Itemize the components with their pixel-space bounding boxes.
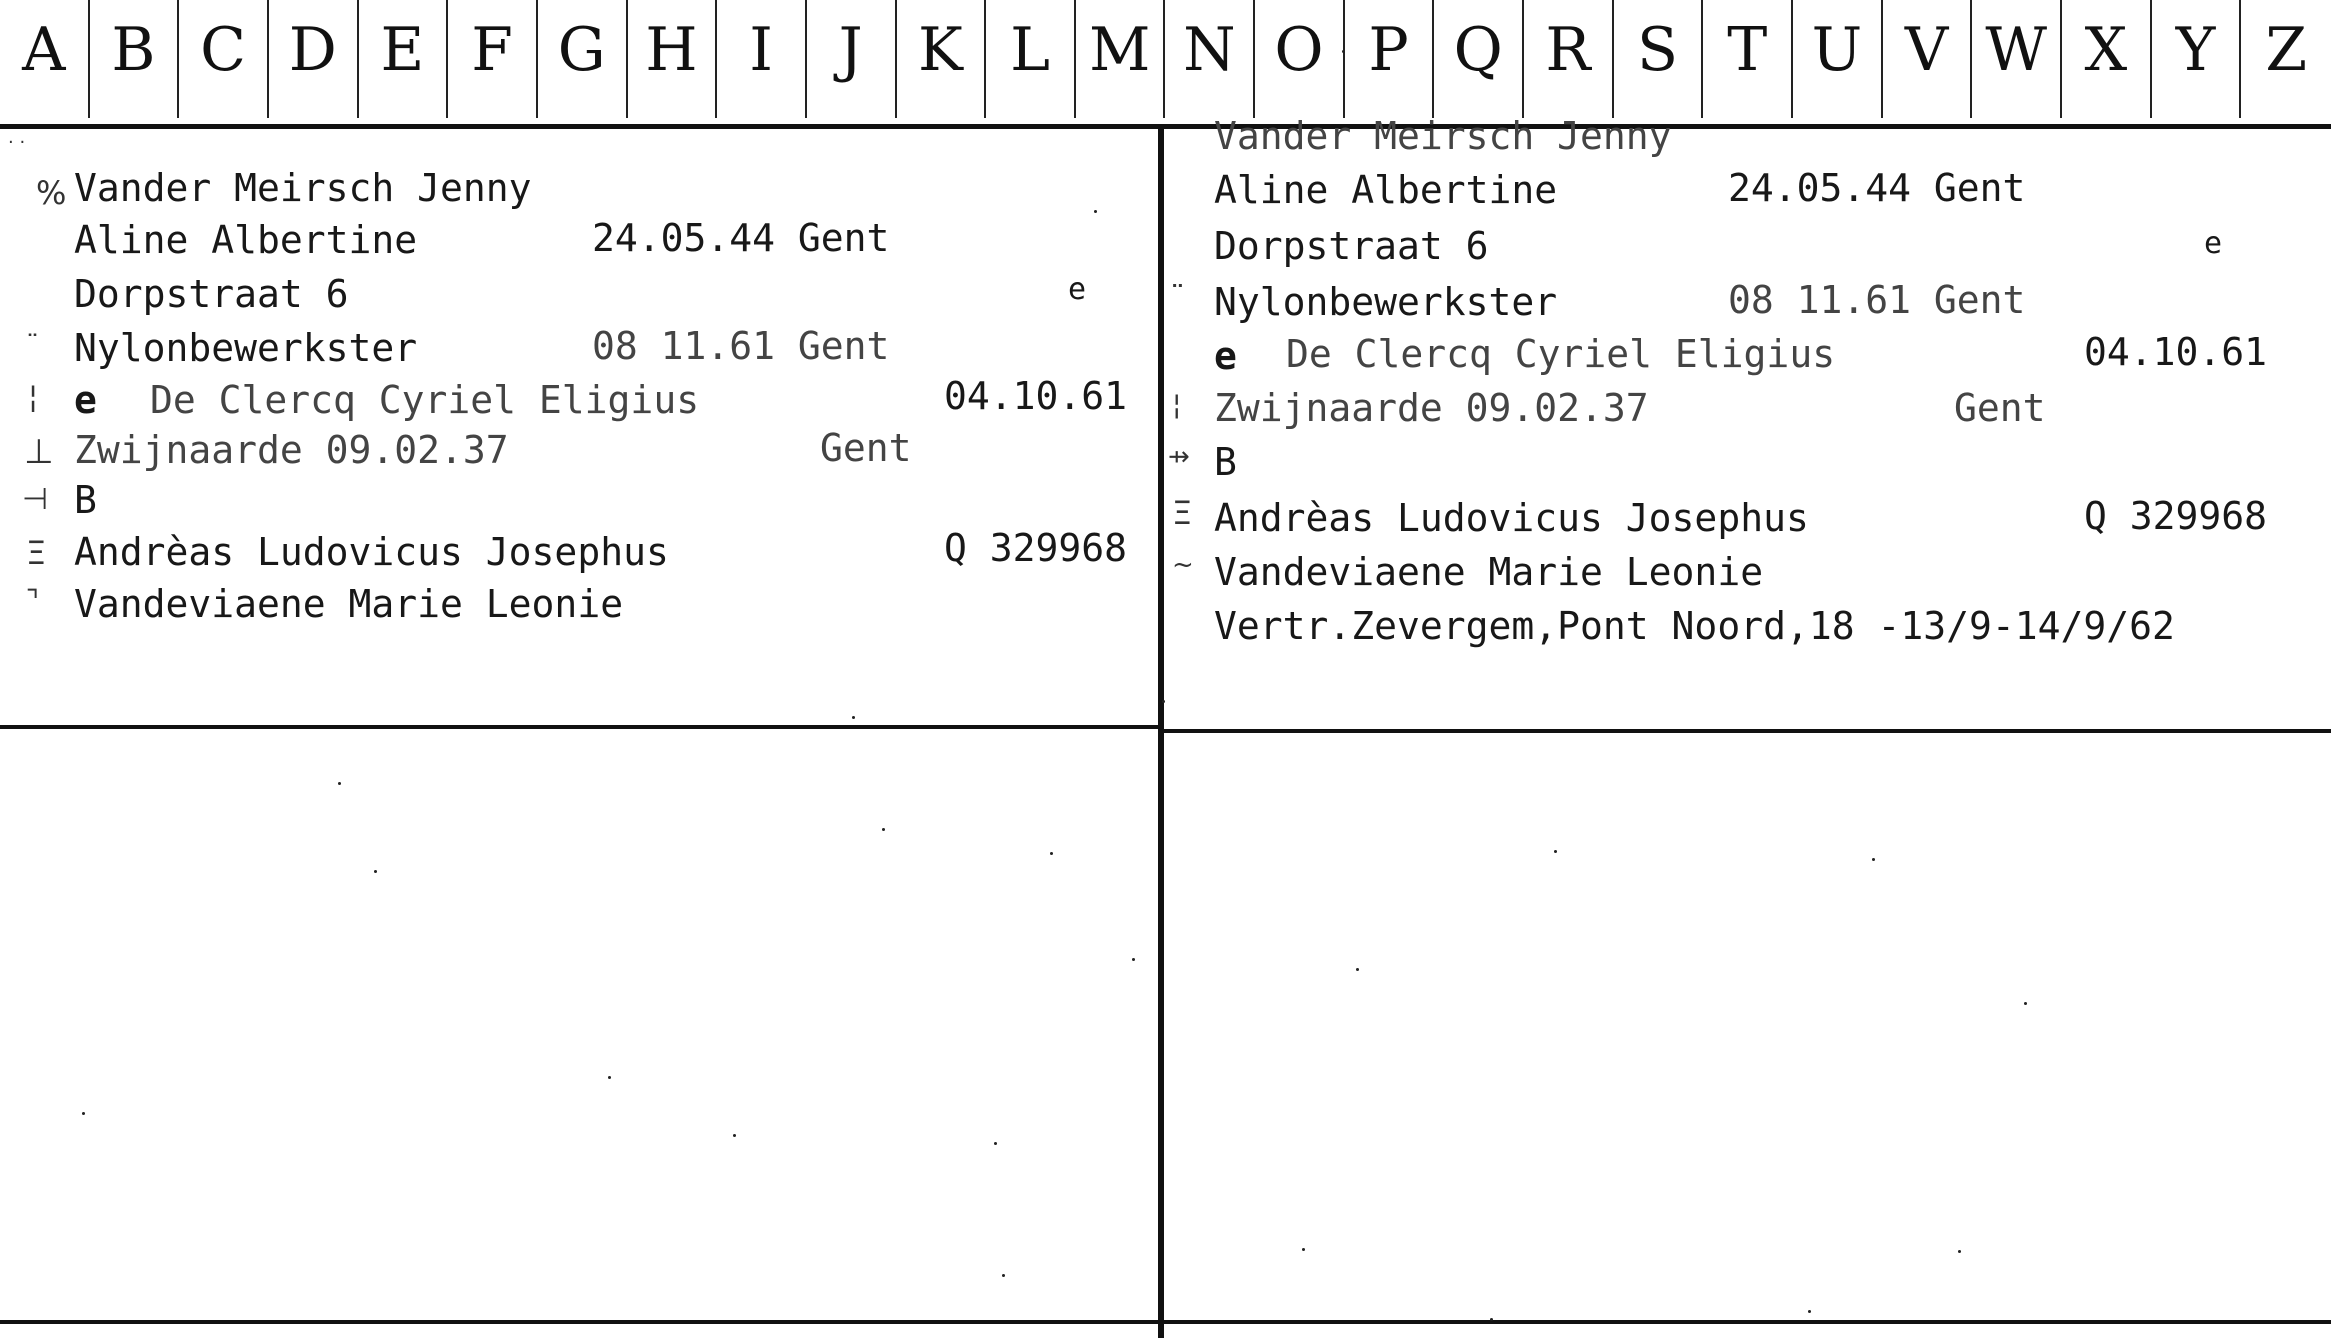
alphabet-tab-t: T <box>1703 0 1793 118</box>
alphabet-tab-y: Y <box>2152 0 2242 118</box>
b-marker: B <box>74 478 97 522</box>
alphabet-tab-b: B <box>90 0 180 118</box>
occupation: Nylonbewerkster <box>1214 280 1558 324</box>
letter-marker: e <box>1068 272 1087 307</box>
alphabet-tab-v: V <box>1883 0 1973 118</box>
alphabet-tab-a: A <box>0 0 90 118</box>
alphabet-tab-j: J <box>807 0 897 118</box>
alphabet-tab-r: R <box>1524 0 1614 118</box>
occupation: Nylonbewerkster <box>74 326 418 370</box>
edge-mark: ¨ <box>1170 280 1185 315</box>
alphabet-tab-c: C <box>179 0 269 118</box>
b-marker: B <box>1214 440 1237 484</box>
alphabet-tab-m: M <box>1076 0 1166 118</box>
alphabet-tab-h: H <box>628 0 718 118</box>
spouse-birth: Zwijnaarde 09.02.37 <box>74 428 509 472</box>
alphabet-tab-g: G <box>538 0 628 118</box>
spouse-city: Gent <box>820 426 912 470</box>
father-name: Andrèas Ludovicus Josephus <box>1214 496 1809 540</box>
record-number: Q 329968 <box>2084 494 2268 538</box>
alphabet-tab-d: D <box>269 0 359 118</box>
person-name: Vander Meirsch Jenny <box>74 166 532 210</box>
edge-mark: ⇸ <box>1168 442 1190 472</box>
alphabet-tab-z: Z <box>2265 15 2308 85</box>
alphabet-index-strip <box>0 0 2331 126</box>
spouse-birth: Zwijnaarde 09.02.37 <box>1214 386 1649 430</box>
right-record-card <box>1164 110 2331 728</box>
alphabet-tab-q: Q <box>1434 0 1524 118</box>
alphabet-tab-x: X <box>2062 0 2152 118</box>
alphabet-tab-l: L <box>986 0 1076 118</box>
street-address: Dorpstraat 6 <box>74 272 349 316</box>
edge-mark: ~ <box>1172 550 1194 580</box>
given-names: Aline Albertine <box>1214 168 1558 212</box>
alphabet-tab-n: N <box>1166 0 1256 118</box>
given-names: Aline Albertine <box>74 218 418 262</box>
person-name: Vander Meirsch Jenny <box>1214 114 1672 158</box>
letter-marker: e <box>2204 226 2223 261</box>
scan-mark: · · <box>8 132 26 153</box>
alphabet-tab-u: U <box>1793 0 1883 118</box>
edge-mark: ¦ <box>28 380 39 415</box>
edge-mark: ⊣ <box>22 482 49 517</box>
spouse-name: De Clercq Cyriel Eligius <box>1286 332 1836 376</box>
occupation-date: 08 11.61 Gent <box>592 324 890 368</box>
spouse-name: De Clercq Cyriel Eligius <box>150 378 700 422</box>
spouse-city: Gent <box>1954 386 2046 430</box>
percent-mark: % <box>36 174 67 212</box>
father-name: Andrèas Ludovicus Josephus <box>74 530 669 574</box>
alphabet-tab-o: O <box>1255 0 1345 118</box>
alphabet-tab-i: I <box>717 0 807 118</box>
alphabet-tab-s: S <box>1614 0 1704 118</box>
mother-name: Vandeviaene Marie Leonie <box>74 582 624 626</box>
edge-mark: Ξ <box>26 534 47 572</box>
alphabet-tab-f: F <box>448 0 538 118</box>
spouse-prefix: e <box>1214 334 1237 378</box>
alphabet-tab-k: K <box>897 0 987 118</box>
spouse-prefix: e <box>74 378 97 422</box>
alphabet-tab-p: P <box>1345 0 1435 118</box>
edge-mark: Ξ <box>1172 494 1193 532</box>
occupation-date: 08 11.61 Gent <box>1728 278 2026 322</box>
edge-mark: ⌝ <box>26 584 40 617</box>
edge-mark: ¨ <box>26 330 39 360</box>
left-record-card <box>0 130 1158 724</box>
birth-date-place: 24.05.44 Gent <box>592 216 890 260</box>
birth-date-place: 24.05.44 Gent <box>1728 166 2026 210</box>
left-card-bottom-rule <box>0 725 1158 729</box>
alphabet-tab-e: E <box>359 0 449 118</box>
edge-mark: ⊥ <box>24 432 54 472</box>
marriage-date: 04.10.61 <box>944 374 1128 418</box>
alphabet-tab-w: W <box>1972 0 2062 118</box>
edge-mark: ¦ <box>1172 388 1182 421</box>
page-bottom-rule <box>0 1320 2331 1324</box>
right-card-bottom-rule <box>1164 729 2331 733</box>
street-address: Dorpstraat 6 <box>1214 224 1489 268</box>
departure-note: Vertr.Zevergem,Pont Noord,18 -13/9-14/9/62 <box>1214 604 2175 648</box>
mother-name: Vandeviaene Marie Leonie <box>1214 550 1764 594</box>
record-number: Q 329968 <box>944 526 1128 570</box>
marriage-date: 04.10.61 <box>2084 330 2268 374</box>
